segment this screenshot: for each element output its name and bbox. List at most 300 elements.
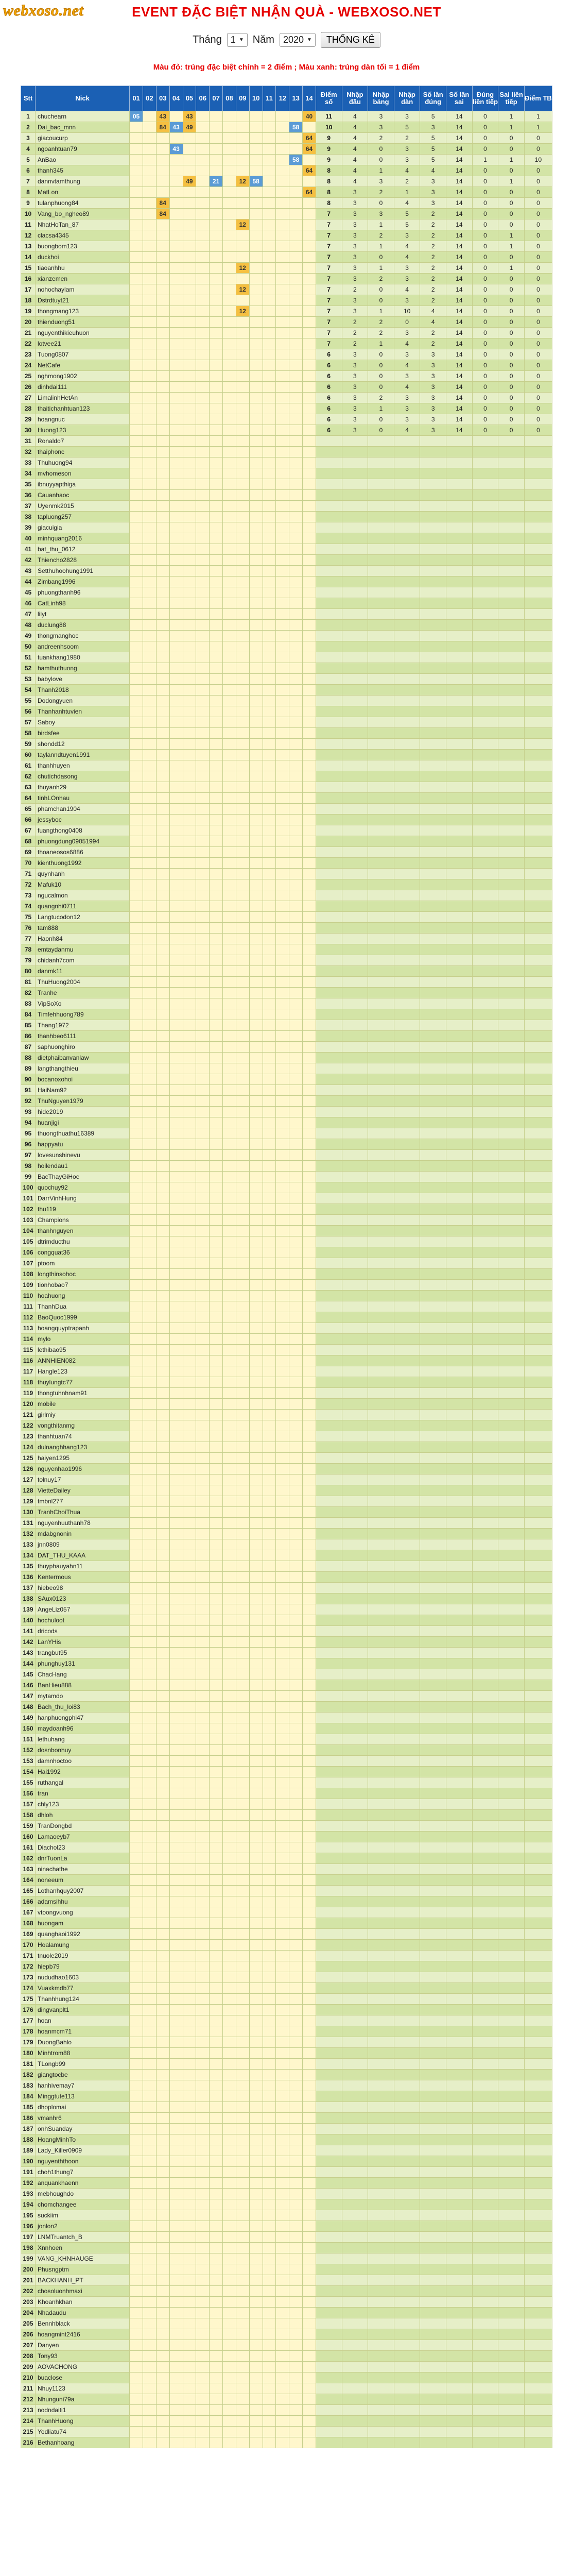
stat-cell — [368, 1561, 394, 1572]
day-cell — [249, 598, 263, 609]
day-cell — [249, 1204, 263, 1215]
day-cell — [196, 522, 210, 533]
day-cell — [183, 501, 196, 512]
day-cell — [130, 479, 143, 490]
day-cell — [183, 1096, 196, 1107]
day-cell — [289, 1734, 303, 1745]
day-cell — [156, 771, 169, 782]
stat-cell — [420, 1345, 446, 1355]
day-cell — [223, 739, 236, 750]
stat-cell: 0 — [524, 198, 552, 209]
stat-cell: 1 — [472, 155, 498, 165]
day-cell — [143, 685, 156, 696]
day-cell — [183, 2156, 196, 2167]
nick-cell: jnn0809 — [36, 1539, 130, 1550]
day-cell — [196, 1723, 210, 1734]
day-cell — [169, 176, 183, 187]
day-cell — [196, 2134, 210, 2145]
day-cell — [263, 815, 276, 825]
day-cell — [223, 1204, 236, 1215]
day-cell — [183, 1410, 196, 1420]
stat-cell — [524, 1940, 552, 1951]
day-cell — [249, 1756, 263, 1767]
day-cell — [303, 176, 316, 187]
day-cell — [249, 760, 263, 771]
day-cell — [143, 1074, 156, 1085]
day-cell — [169, 328, 183, 338]
stat-cell: 0 — [472, 133, 498, 144]
day-cell — [303, 1096, 316, 1107]
day-cell — [156, 1247, 169, 1258]
day-cell — [183, 133, 196, 144]
day-cell — [236, 165, 249, 176]
day-cell — [183, 1518, 196, 1529]
day-cell — [143, 1215, 156, 1226]
nick-cell: hochuloot — [36, 1615, 130, 1626]
stat-cell: 6 — [316, 425, 342, 436]
day-cell — [276, 1204, 289, 1215]
day-cell — [263, 1929, 276, 1940]
nick-cell: clacsa4345 — [36, 230, 130, 241]
day-cell — [130, 663, 143, 674]
day-cell — [289, 1799, 303, 1810]
table-row — [21, 1734, 552, 1745]
day-cell — [196, 1886, 210, 1896]
stat-cell — [394, 717, 420, 728]
day-cell — [289, 1161, 303, 1172]
day-cell — [196, 393, 210, 403]
day-cell — [263, 1842, 276, 1853]
stat-cell — [446, 1572, 473, 1583]
stat-cell — [420, 544, 446, 555]
day-cell — [303, 1020, 316, 1031]
day-cell — [143, 349, 156, 360]
rank-cell: 169 — [21, 1929, 36, 1940]
stat-cell — [368, 1658, 394, 1669]
day-cell — [156, 1713, 169, 1723]
table-row — [21, 879, 552, 890]
stat-cell — [498, 2015, 525, 2026]
nick-cell: Zimbang1996 — [36, 577, 130, 587]
day-cell — [236, 988, 249, 998]
day-cell — [236, 1886, 249, 1896]
stat-cell — [498, 771, 525, 782]
day-cell — [130, 998, 143, 1009]
day-cell — [130, 1626, 143, 1637]
stat-cell — [498, 1009, 525, 1020]
day-cell — [130, 2080, 143, 2091]
stat-cell — [472, 674, 498, 685]
day-cell — [130, 1377, 143, 1388]
statistics-button[interactable]: THỐNG KÊ — [321, 32, 380, 48]
stat-cell — [472, 1723, 498, 1734]
day-cell — [156, 2059, 169, 2070]
stat-cell — [342, 912, 368, 923]
day-cell — [289, 663, 303, 674]
day-cell — [249, 1420, 263, 1431]
day-cell — [130, 1009, 143, 1020]
day-cell — [183, 1215, 196, 1226]
stat-cell: 0 — [498, 198, 525, 209]
day-cell — [130, 306, 143, 317]
day-cell — [169, 847, 183, 858]
stat-cell — [524, 1226, 552, 1236]
stat-cell — [342, 2113, 368, 2124]
table-row — [21, 328, 552, 338]
day-cell — [143, 263, 156, 274]
day-cell — [303, 674, 316, 685]
day-cell — [210, 512, 223, 522]
day-cell — [236, 1215, 249, 1226]
day-cell — [196, 879, 210, 890]
stat-cell — [446, 1777, 473, 1788]
stat-cell: 0 — [368, 414, 394, 425]
day-cell — [236, 468, 249, 479]
stat-cell — [316, 1042, 342, 1053]
stat-cell — [472, 1193, 498, 1204]
day-cell — [143, 1961, 156, 1972]
stat-cell — [342, 890, 368, 901]
stat-cell — [420, 2059, 446, 2070]
day-cell — [196, 1539, 210, 1550]
day-cell — [289, 1756, 303, 1767]
stat-cell — [498, 1723, 525, 1734]
stat-cell — [446, 815, 473, 825]
table-row — [21, 1085, 552, 1096]
stat-cell — [472, 479, 498, 490]
day-cell — [196, 696, 210, 706]
day-cell — [276, 804, 289, 815]
day-cell — [130, 2059, 143, 2070]
stat-cell — [446, 912, 473, 923]
day-cell — [249, 1994, 263, 2005]
stat-cell — [472, 1669, 498, 1680]
stat-cell — [446, 479, 473, 490]
day-cell — [143, 2167, 156, 2178]
stat-cell — [368, 1734, 394, 1745]
stat-cell — [420, 998, 446, 1009]
day-cell — [223, 912, 236, 923]
day-cell — [169, 706, 183, 717]
stat-cell: 0 — [524, 414, 552, 425]
day-cell — [223, 674, 236, 685]
rank-cell: 144 — [21, 1658, 36, 1669]
stat-cell: 2 — [420, 338, 446, 349]
stat-cell — [368, 782, 394, 793]
day-cell — [210, 652, 223, 663]
stat-cell — [472, 1226, 498, 1236]
day-cell — [249, 1842, 263, 1853]
day-cell — [169, 869, 183, 879]
day-cell — [169, 696, 183, 706]
day-cell — [169, 1842, 183, 1853]
day-cell — [156, 1107, 169, 1117]
stat-cell: 3 — [394, 274, 420, 284]
stat-cell — [368, 566, 394, 577]
day-cell — [236, 1301, 249, 1312]
stat-cell — [368, 1669, 394, 1680]
day-cell — [210, 706, 223, 717]
day-cell — [289, 988, 303, 998]
day-cell — [156, 1972, 169, 1983]
day-cell — [143, 1832, 156, 1842]
day-cell — [249, 1150, 263, 1161]
day-cell — [143, 1475, 156, 1485]
nick-cell: hanphuongphi47 — [36, 1713, 130, 1723]
day-cell — [196, 555, 210, 566]
stat-cell — [420, 1669, 446, 1680]
stat-cell: 3 — [342, 230, 368, 241]
stat-cell — [446, 544, 473, 555]
day-cell — [196, 284, 210, 295]
stat-cell — [394, 1258, 420, 1269]
stat-cell — [368, 1117, 394, 1128]
stat-cell: 0 — [472, 187, 498, 198]
rank-cell: 93 — [21, 1107, 36, 1117]
stat-cell — [446, 587, 473, 598]
day-cell — [249, 1658, 263, 1669]
table-row — [21, 1940, 552, 1951]
day-cell — [303, 1107, 316, 1117]
rank-cell: 81 — [21, 977, 36, 988]
day-cell — [249, 1031, 263, 1042]
day-cell — [303, 533, 316, 544]
rank-cell: 67 — [21, 825, 36, 836]
stat-cell — [420, 977, 446, 988]
day-cell — [303, 858, 316, 869]
rank-cell: 72 — [21, 879, 36, 890]
day-cell — [143, 306, 156, 317]
stat-cell — [394, 1009, 420, 1020]
stat-cell — [394, 1366, 420, 1377]
day-cell — [143, 1745, 156, 1756]
stat-cell — [368, 2015, 394, 2026]
stat-cell — [446, 1896, 473, 1907]
day-cell — [263, 1972, 276, 1983]
day-cell — [263, 1399, 276, 1410]
day-cell — [236, 501, 249, 512]
day-cell — [236, 1431, 249, 1442]
day-cell — [303, 923, 316, 934]
table-row — [21, 317, 552, 328]
day-cell — [169, 598, 183, 609]
day-cell — [183, 901, 196, 912]
table-row — [21, 241, 552, 252]
stat-cell — [342, 1680, 368, 1691]
day-cell — [196, 609, 210, 620]
table-row — [21, 1713, 552, 1723]
stat-cell: 5 — [394, 209, 420, 219]
stat-cell — [446, 1074, 473, 1085]
stat-cell — [342, 1020, 368, 1031]
day-cell — [303, 2080, 316, 2091]
day-cell — [223, 252, 236, 263]
nick-cell: nohochaylam — [36, 284, 130, 295]
day-cell — [156, 1648, 169, 1658]
day-cell — [276, 306, 289, 317]
day-cell — [156, 901, 169, 912]
day-cell — [223, 1572, 236, 1583]
day-cell — [210, 501, 223, 512]
stat-cell — [446, 1604, 473, 1615]
rank-cell: 83 — [21, 998, 36, 1009]
nick-cell: DuongBahlo — [36, 2037, 130, 2048]
stat-cell: 6 — [316, 349, 342, 360]
day-cell — [236, 696, 249, 706]
stat-cell — [498, 609, 525, 620]
stat-cell: 1 — [498, 155, 525, 165]
stat-cell — [316, 804, 342, 815]
stat-cell: 3 — [368, 111, 394, 122]
day-cell — [183, 912, 196, 923]
day-cell — [249, 360, 263, 371]
day-cell — [223, 1994, 236, 2005]
day-cell — [130, 371, 143, 382]
nick-cell: kienthuong1992 — [36, 858, 130, 869]
stat-cell — [446, 1280, 473, 1291]
table-row — [21, 2059, 552, 2070]
stat-cell — [420, 1193, 446, 1204]
day-cell — [249, 1172, 263, 1182]
day-cell — [156, 836, 169, 847]
stat-cell — [472, 1053, 498, 1063]
table-row — [21, 1507, 552, 1518]
day-cell — [289, 1929, 303, 1940]
day-cell — [210, 717, 223, 728]
day-cell — [169, 966, 183, 977]
stat-cell — [368, 1864, 394, 1875]
day-cell — [156, 1594, 169, 1604]
day-cell — [169, 490, 183, 501]
rank-cell: 129 — [21, 1496, 36, 1507]
day-cell — [156, 1215, 169, 1226]
day-cell — [143, 577, 156, 587]
day-cell — [303, 663, 316, 674]
stat-cell — [420, 1074, 446, 1085]
day-cell — [210, 1355, 223, 1366]
day-cell — [156, 641, 169, 652]
day-cell — [249, 1442, 263, 1453]
day-cell — [263, 739, 276, 750]
day-cell — [303, 1053, 316, 1063]
stat-cell — [420, 2048, 446, 2059]
stat-cell — [316, 2156, 342, 2167]
stat-cell: 0 — [472, 306, 498, 317]
stat-cell: 0 — [498, 371, 525, 382]
day-cell — [263, 793, 276, 804]
day-cell — [143, 2037, 156, 2048]
day-cell — [289, 631, 303, 641]
stat-cell — [420, 1485, 446, 1496]
day-cell — [196, 1951, 210, 1961]
day-cell — [236, 1518, 249, 1529]
stat-cell — [446, 1475, 473, 1485]
day-cell — [130, 977, 143, 988]
table-row — [21, 793, 552, 804]
day-cell — [289, 2091, 303, 2102]
stat-cell — [342, 750, 368, 760]
year-select[interactable] — [280, 33, 316, 47]
day-cell — [130, 2048, 143, 2059]
table-row — [21, 1247, 552, 1258]
day-cell — [223, 1918, 236, 1929]
stat-cell — [368, 1983, 394, 1994]
day-cell — [143, 2005, 156, 2015]
day-cell — [169, 1323, 183, 1334]
stat-cell: 3 — [394, 295, 420, 306]
stat-cell — [498, 2102, 525, 2113]
stat-cell — [446, 2015, 473, 2026]
stat-cell — [342, 1204, 368, 1215]
stat-cell — [394, 750, 420, 760]
day-cell — [276, 1864, 289, 1875]
nick-cell: Vuaxkmdb77 — [36, 1983, 130, 1994]
stat-cell — [342, 2145, 368, 2156]
stat-cell — [394, 533, 420, 544]
day-cell — [263, 2037, 276, 2048]
day-cell — [289, 1410, 303, 1420]
table-row — [21, 1182, 552, 1193]
stat-cell — [316, 1896, 342, 1907]
day-cell — [236, 750, 249, 760]
day-cell — [289, 1583, 303, 1594]
day-cell — [130, 2026, 143, 2037]
day-cell — [276, 1020, 289, 1031]
stat-cell — [394, 587, 420, 598]
day-cell — [143, 533, 156, 544]
nick-cell: giacuigia — [36, 522, 130, 533]
day-cell — [196, 988, 210, 998]
day-cell — [130, 858, 143, 869]
day-cell — [276, 2080, 289, 2091]
day-cell — [169, 1896, 183, 1907]
day-cell — [183, 598, 196, 609]
stat-cell: 1 — [368, 403, 394, 414]
day-cell — [196, 587, 210, 598]
day-cell — [196, 847, 210, 858]
stat-cell — [342, 1637, 368, 1648]
day-cell — [223, 133, 236, 144]
day-cell — [130, 944, 143, 955]
stat-cell: 2 — [420, 219, 446, 230]
day-cell — [276, 1475, 289, 1485]
day-cell — [210, 1063, 223, 1074]
stat-cell — [420, 847, 446, 858]
month-select[interactable] — [227, 33, 248, 47]
stat-cell — [420, 1745, 446, 1756]
stat-cell — [524, 1691, 552, 1702]
stat-cell — [472, 1009, 498, 1020]
table-row — [21, 566, 552, 577]
day-cell — [263, 577, 276, 587]
day-cell — [303, 1756, 316, 1767]
day-cell — [130, 457, 143, 468]
stat-cell — [524, 1550, 552, 1561]
stat-cell — [316, 1226, 342, 1236]
day-cell — [156, 717, 169, 728]
day-cell — [303, 1734, 316, 1745]
day-cell — [276, 760, 289, 771]
day-cell — [263, 133, 276, 144]
stat-cell: 14 — [446, 176, 473, 187]
day-cell — [289, 425, 303, 436]
day-cell — [303, 652, 316, 663]
stat-cell — [472, 793, 498, 804]
day-cell — [289, 111, 303, 122]
day-cell — [223, 1767, 236, 1777]
day-cell — [130, 274, 143, 284]
day-cell — [263, 685, 276, 696]
